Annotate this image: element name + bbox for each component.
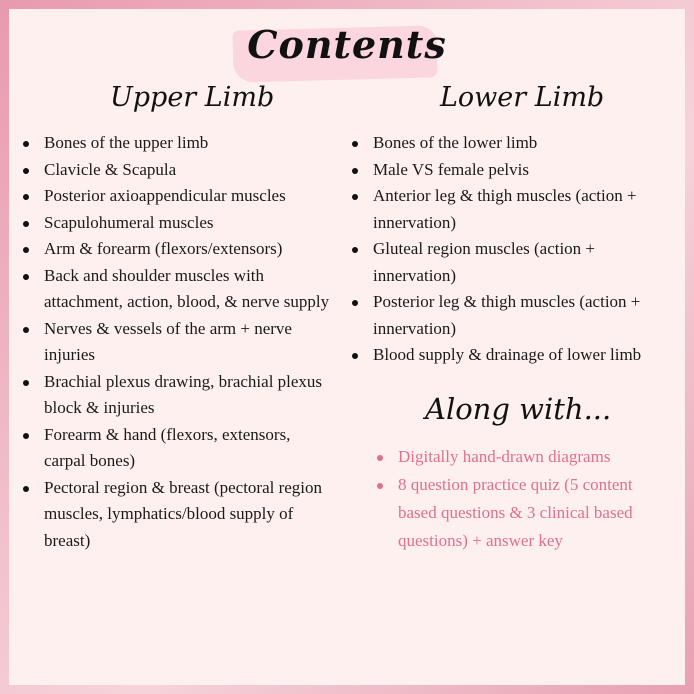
lower-limb-heading: Lower Limb [440, 82, 605, 113]
list-item: Pectoral region & breast (pectoral region muscles, lymphatics/blood supply of breast) [16, 475, 334, 555]
along-with-heading: Along with... [425, 392, 612, 426]
upper-limb-heading: Upper Limb [110, 82, 275, 113]
lower-limb-list [345, 130, 681, 369]
list-item: Nerves & vessels of the arm + nerve injuries [16, 316, 334, 369]
list-item: Clavicle & Scapula [16, 157, 334, 184]
page-title: Contents [247, 22, 447, 67]
list-item: Blood supply & drainage of lower limb [345, 342, 681, 369]
list-item: Forearm & hand (flexors, extensors, carpal bones) [16, 422, 334, 475]
list-item: Bones of the lower limb [345, 130, 681, 157]
list-item: Brachial plexus drawing, brachial plexus block & injuries [16, 369, 334, 422]
list-item: 8 question practice quiz (5 content based questions & 3 clinical based questions) + answer key [370, 471, 660, 555]
list-item: Back and shoulder muscles with attachment, action, blood, & nerve supply [16, 263, 334, 316]
list-item: Gluteal region muscles (action + innervation) [345, 236, 681, 289]
list-item: Posterior leg & thigh muscles (action + innervation) [345, 289, 681, 342]
list-item: Anterior leg & thigh muscles (action + innervation) [345, 183, 681, 236]
list-item: Digitally hand-drawn diagrams [370, 443, 660, 471]
extras-list [370, 443, 660, 555]
upper-limb-list [16, 130, 334, 554]
list-item: Male VS female pelvis [345, 157, 681, 184]
list-item: Scapulohumeral muscles [16, 210, 334, 237]
list-item: Arm & forearm (flexors/extensors) [16, 236, 334, 263]
list-item: Bones of the upper limb [16, 130, 334, 157]
list-item: Posterior axioappendicular muscles [16, 183, 334, 210]
